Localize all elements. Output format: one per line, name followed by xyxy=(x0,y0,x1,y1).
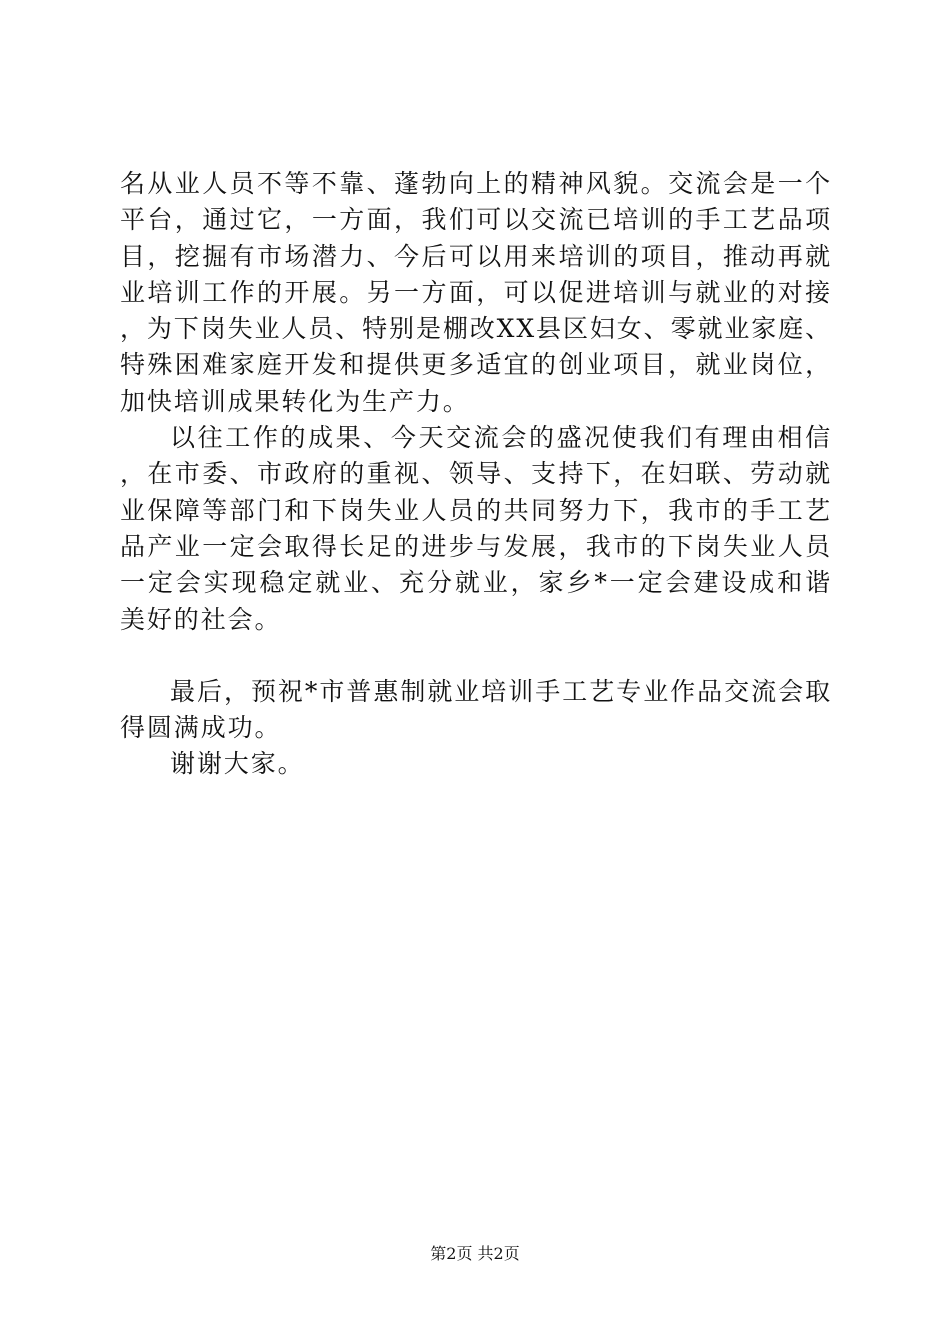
paragraph-thanks: 谢谢大家。 xyxy=(170,749,305,779)
paragraph-closing-wish: 最后，预祝*市普惠制就业培训手工艺专业作品交流会取得圆满成功。 xyxy=(120,676,832,743)
paragraph-gap xyxy=(120,638,832,674)
paragraph-outlook: 以往工作的成果、今天交流会的盛况使我们有理由相信，在市委、市政府的重视、领导、支持下，在妇联、劳动就业保障等部门和下岗失业人员的共同努力下，我市的手工艺品产业一定会取得长足的进步与发展，我市的下岗失业人员一定会实现稳定就业、充分就业，家乡*一定会建设成和谐美好的社会。 xyxy=(120,423,832,634)
page-footer: 第2页 共2页 xyxy=(430,1244,520,1263)
paragraph-continuation: 名从业人员不等不靠、蓬勃向上的精神风貌。交流会是一个平台，通过它，一方面，我们可以交流已培训的手工艺品项目，挖掘有市场潜力、今后可以用来培训的项目，推动再就业培训工作的开展。另一方面，可以促进培训与就业的对接，为下岗失业人员、特别是棚改XX县区妇女、零就业家庭、特殊困难家庭开发和提供更多适宜的创业项目，就业岗位，加快培训成果转化为生产力。 xyxy=(120,169,832,416)
document-body xyxy=(120,166,832,783)
